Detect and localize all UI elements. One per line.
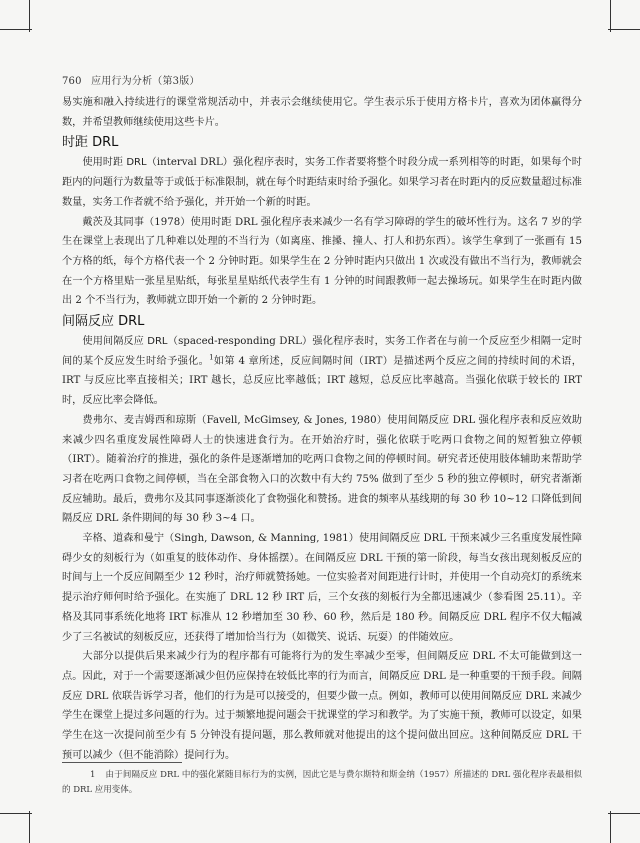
text-run: 使用 [82, 336, 104, 348]
body-text [62, 93, 582, 766]
crop-mark-top-right [610, 0, 611, 32]
text-run: （spaced-responding DRL）强化程序表时，实务工作者在与前一个反应至少相隔一定时间的某个反应发生时给予强化。 [62, 336, 583, 367]
footnote-ref[interactable]: 1 [209, 353, 214, 362]
crop-mark-bottom-right-h [608, 813, 640, 814]
crop-mark-top-right-h [608, 29, 640, 30]
footnote-rule [62, 762, 182, 763]
footnote-marker: 1 [90, 770, 96, 780]
section-heading-spaced-drl: 间隔反应 DRL [62, 314, 145, 330]
interval-drl-paragraph-1 [62, 153, 582, 212]
book-title: 应用行为分析（第3版） [91, 76, 200, 87]
footnote [62, 768, 582, 798]
running-head [62, 72, 200, 87]
crop-mark-top-left-h [0, 29, 32, 30]
crop-mark-bottom-left [29, 811, 30, 843]
spaced-drl-paragraph-3: 辛格、道森和曼宁（Singh, Dawson, & Manning, 1981）使用间隔反应 DRL 干预来减少三名重度发展性障碍少女的刻板行为（如重复的肢体动作、身体摇摆）。在间隔反应 DRL 干预的第一阶段，每当女孩出现刻板反应的时间与上一个反应间隔至少 12 秒时，治疗师就赞扬她。一位实验者对间距进行计时，并使用一个自动亮灯的系统来提示治疗师何时给予强化。在实施了 DRL 12 秒 IRT 后，三个女孩的刻板行为全都迅速减少（参看图 25.11）。辛格及其同事系统化地将 IRT 标准从 12 秒增加至 30 秒、60 秒，然后是 180 秒。间隔反应 DRL 程序不仅大幅减少了三名被试的刻板反应，还获得了增加恰当行为（如微笑、说话、玩耍）的伴随效应。 [62, 533, 582, 643]
interval-drl-paragraph-2: 戴茨及其同事（1978）使用时距 DRL 强化程序表来减少一名有学习障碍的学生的破坏性行为。这名 7 岁的学生在课堂上表现出了几种难以处理的不当行为（如离座、推搡、撞人、打人和扔东西）。该学生拿到了一张画有 15 个方格的纸，每个方格代表一个 2 分钟时距。如果学生在 2 分钟时距内只做出 1 次或没有做出不当行为，教师就会在一个方格里贴一张星星贴纸，每张星星贴纸代表学生有 1 分钟的时间跟教师一起去操场玩。如果学生在时距内做出 2 个不当行为，教师就立即开始一个新的 2 分钟时距。 [62, 216, 582, 307]
crop-mark-bottom-left-h [0, 813, 32, 814]
crop-mark-bottom-right [610, 811, 611, 843]
spaced-drl-paragraph-1 [62, 332, 582, 411]
section-heading-interval-drl: 时距 DRL [62, 135, 119, 151]
text-run: （interval DRL）强化程序表时，实务工作者要将整个时段分成一系列相等的时距，如果每个时距内的问题行为数量等于或低于标准限制，就在每个时距结束时给予强化。如果学习者在时距内的反应数量超过标准数量，实务工作者就不给予强化，并开始一个新的时距。 [62, 157, 582, 208]
spaced-drl-paragraph-2: 费弗尔、麦吉姆西和琼斯（Favell, McGimsey, & Jones, 1980）使用间隔反应 DRL 强化程序表和反应效助来减少四名重度发展性障碍人士的快速进食行为。在开始治疗时，强化依联于吃两口食物之间的短暂独立停顿（IRT）。随着治疗的推进，强化的条件是逐渐增加的吃两口食物之间的停顿时间。研究者还使用肢体辅助来帮助学习者在吃两口食物之间停顿，当在全部食物入口的次数中有大约 75% 做到了至少 5 秒的独立停顿时，研究者渐渐反应辅助。最后，费弗尔及其同事逐渐淡化了食物强化和赞扬。进食的频率从基线期的每 30 秒 10~12 口降低到间隔反应 DRL 条件期间的每 30 秒 3~4 口。 [62, 414, 582, 525]
crop-mark-top-left [29, 0, 30, 32]
footnote-text: 由于间隔反应 DRL 中的强化紧随目标行为的实例，因此它是与费尔斯特和斯金纳（1957）所描述的 DRL 强化程序表最相似的 DRL 应用变体。 [62, 770, 582, 795]
term-spaced-drl: 间隔反应 DRL [103, 336, 168, 348]
text-run: 使用 [82, 157, 103, 169]
text-run: 如第 4 章所述，反应间隔时间（IRT）是描述两个反应之间的持续时间的术语，IRT 与反应比率直接相关；IRT 越长，总反应比率越低；IRT 越短，总反应比率越高。当强化依联于较长的 IRT 时，反应比率会降低。 [62, 355, 582, 407]
term-interval-drl: 时距 DRL [102, 157, 147, 169]
intro-paragraph: 易实施和融入持续进行的课堂常规活动中，并表示会继续使用它。学生表示乐于使用方格卡片，喜欢为团体赢得分数，并希望教师继续使用这些卡片。 [62, 97, 582, 128]
page-number: 760 [62, 76, 82, 87]
spaced-drl-paragraph-4: 大部分以提供后果来减少行为的程序都有可能将行为的发生率减少至零，但间隔反应 DRL 不太可能做到这一点。因此，对于一个需要逐渐减少但仍应保持在较低比率的行为而言，间隔反应 DRL 是一种重要的干预手段。间隔反应 DRL 依联告诉学习者，他们的行为是可以接受的，但要少做一点。例如，教师可以使用间隔反应 DRL 来减少学生在课堂上提过多问题的行为。过于频繁地提问题会干扰课堂的学习和教学。为了实施干预，教师可以设定，如果学生在这一次提问前至少有 5 分钟没有提问题，那么教师就对他提出的这个提问做出回应。这种间隔反应 DRL 干预可以减少（但不能消除）提问行为。 [62, 651, 582, 761]
